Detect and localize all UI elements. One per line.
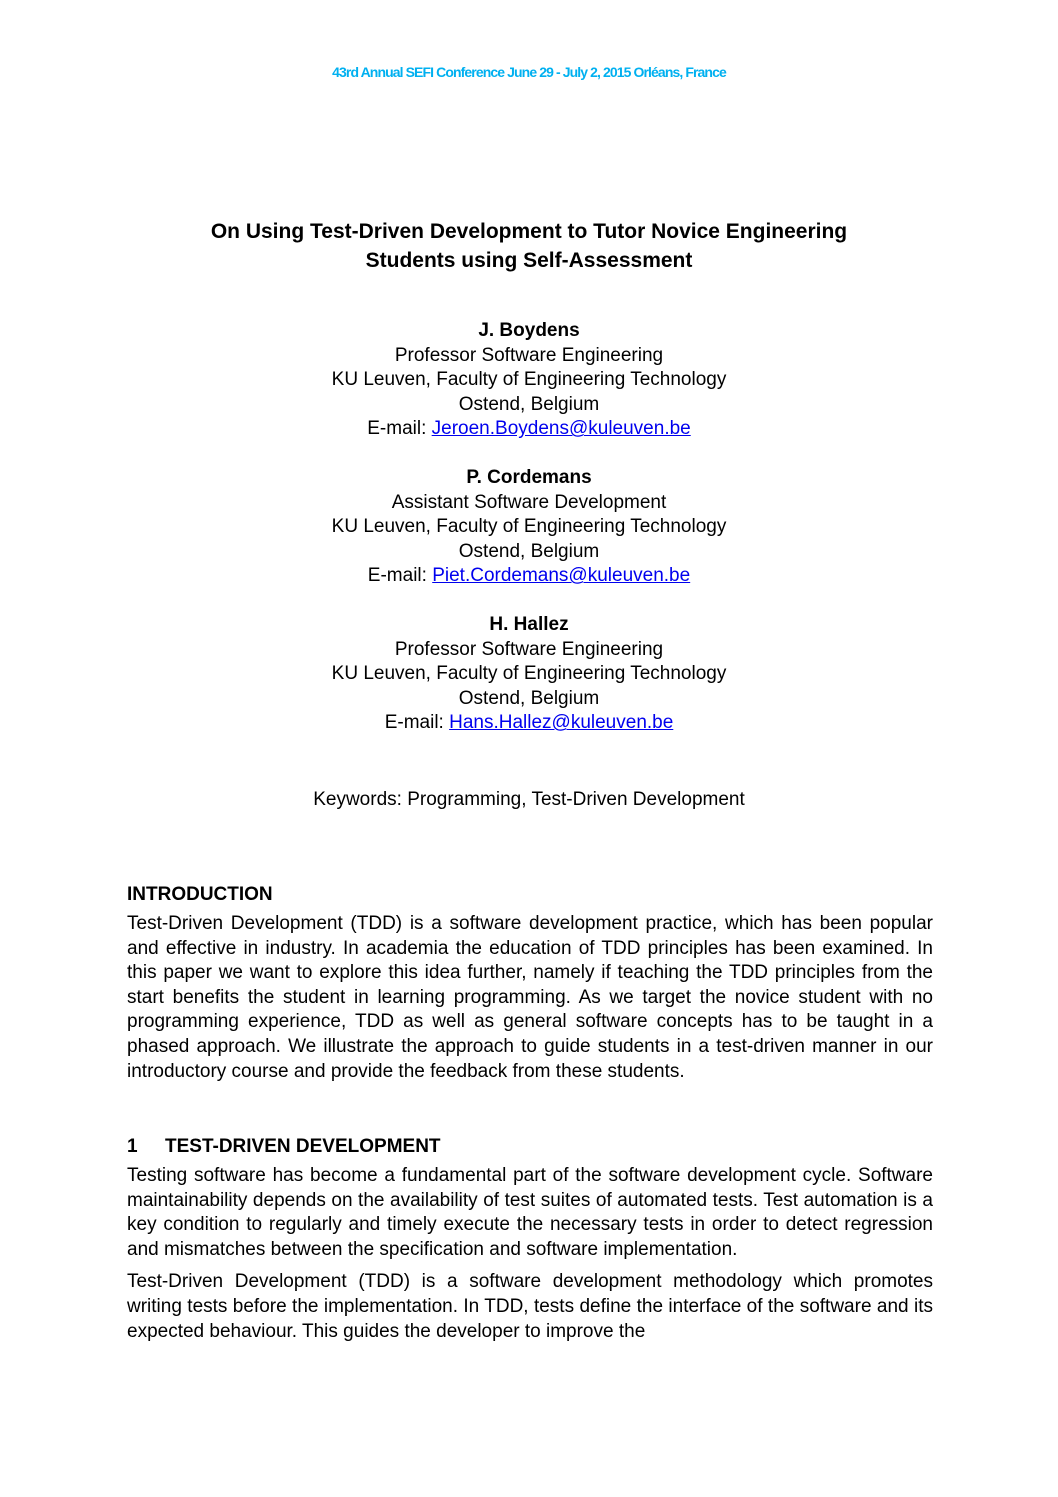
email-label: E-mail:: [384, 712, 450, 734]
section-test-driven-development: [127, 1134, 933, 1352]
author-email-line: [0, 564, 1058, 589]
section-heading: INTRODUCTION: [127, 884, 273, 905]
author-role: Assistant Software Development: [391, 491, 667, 513]
author-role: Professor Software Engineering: [394, 638, 664, 660]
section-heading: [127, 1134, 933, 1160]
author-email-link[interactable]: Piet.Cordemans@kuleuven.be: [432, 565, 691, 587]
author-location: Ostend, Belgium: [458, 393, 600, 415]
author-role: Professor Software Engineering: [394, 344, 664, 366]
email-label: E-mail:: [367, 418, 432, 440]
author-block: [0, 319, 1058, 442]
author-affiliation: KU Leuven, Faculty of Engineering Technology: [331, 663, 727, 685]
section-number: 1: [127, 1136, 138, 1157]
author-email-line: [0, 417, 1058, 442]
keywords: Keywords: Programming, Test-Driven Development: [313, 789, 745, 810]
author-name: P. Cordemans: [466, 466, 592, 488]
paragraph: Testing software has become a fundamental part of the software development cycle. Software maintainability depends on the availability of test suites of automated tests. Test automation is a key condition to regularly and timely execute the necessary tests in order to detect regression and mismatches between the specification and software implementation.: [127, 1165, 933, 1260]
conference-header: 43rd Annual SEFI Conference June 29 - July 2, 2015 Orléans, France: [332, 64, 726, 80]
author-block: [0, 613, 1058, 736]
introduction-section: [127, 882, 933, 1092]
author-list: [0, 319, 1058, 760]
author-block: [0, 466, 1058, 589]
author-name: H. Hallez: [489, 613, 569, 635]
section-title: TEST-DRIVEN DEVELOPMENT: [165, 1136, 441, 1157]
paragraph: Test-Driven Development (TDD) is a software development methodology which promotes writing tests before the implementation. In TDD, tests define the interface of the software and its expected behaviour. This guides the developer to improve the: [127, 1271, 933, 1342]
author-location: Ostend, Belgium: [458, 540, 600, 562]
paper-title-line-2: Students using Self-Assessment: [365, 249, 693, 272]
paper-title-line-1: On Using Test-Driven Development to Tutor Novice Engineering: [210, 220, 848, 243]
author-email-link[interactable]: Hans.Hallez@kuleuven.be: [449, 712, 674, 734]
author-email-line: [0, 711, 1058, 736]
author-affiliation: KU Leuven, Faculty of Engineering Technology: [331, 516, 727, 538]
author-email-link[interactable]: Jeroen.Boydens@kuleuven.be: [431, 418, 691, 440]
author-name: J. Boydens: [478, 320, 580, 341]
email-label: E-mail:: [367, 565, 433, 587]
paragraph: Test-Driven Development (TDD) is a software development practice, which has been popular and effective in industry. In academia the education of TDD principles has been examined. In this paper we want to explore this idea further, namely if teaching the TDD principles from the start benefits the student in learning programming. As we target the novice student with no programming experience, TDD as well as general software concepts has to be taught in a phased approach. We illustrate the approach to guide students in a test-driven manner in our introductory course and provide the feedback from these students.: [127, 913, 933, 1082]
author-affiliation: KU Leuven, Faculty of Engineering Technology: [331, 369, 727, 391]
author-location: Ostend, Belgium: [458, 687, 600, 709]
paper-title: [100, 217, 958, 275]
